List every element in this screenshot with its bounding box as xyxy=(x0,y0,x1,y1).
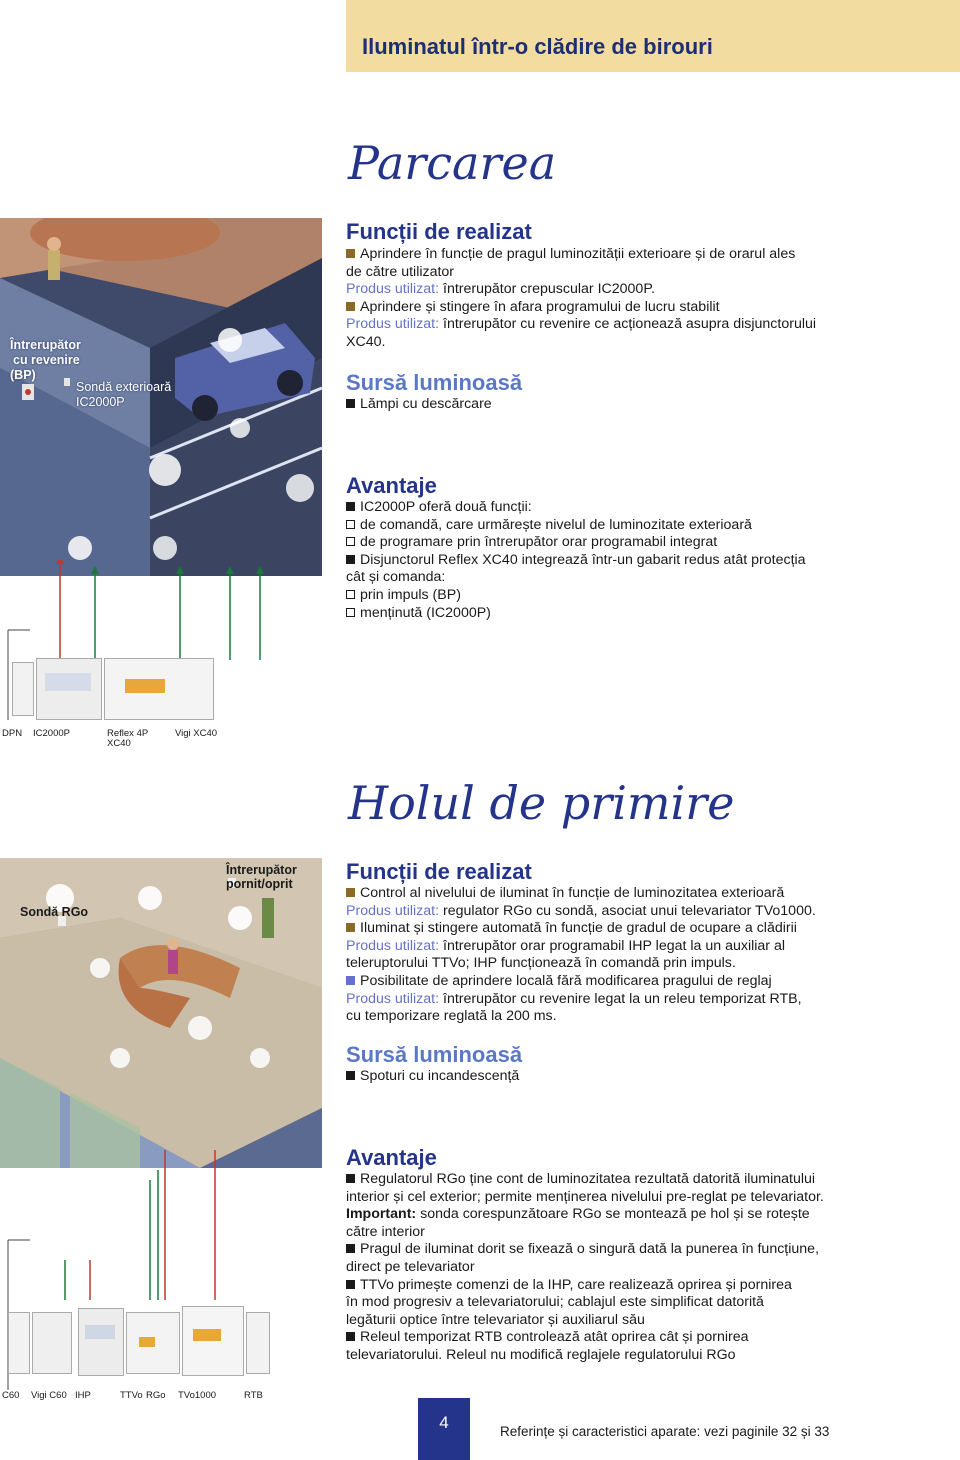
parking-devices xyxy=(12,658,212,720)
text: Aprindere în funcție de pragul luminozității exterioare și de orarul ales xyxy=(360,246,796,262)
text: direct pe televariator xyxy=(346,1258,475,1275)
text: Aprindere și stingere în afara programului de lucru stabilit xyxy=(360,298,720,315)
device-label-vigi: Vigi XC40 xyxy=(175,728,218,739)
text: menținută (IC2000P) xyxy=(360,604,491,621)
important-line xyxy=(346,1206,946,1224)
text: Iluminat și stingere automată în funcție de gradul de ocupare a clădirii xyxy=(360,920,797,937)
lobby-advantages-heading: Avantaje xyxy=(346,1145,437,1170)
parking-source-item xyxy=(346,396,492,414)
list-item xyxy=(346,299,946,317)
list-item xyxy=(346,517,946,535)
device-label-rgo: RGo xyxy=(146,1390,166,1401)
parking-source-heading: Sursă luminoasă xyxy=(346,370,523,395)
text: Control al nivelului de iluminat în funcție de luminozitatea exterioară xyxy=(360,885,785,901)
footer-reference: Referințe și caracteristici aparate: vezi paginile 32 și 33 xyxy=(500,1424,830,1439)
text: prin impuls (BP) xyxy=(360,586,461,603)
parking-advantages-list xyxy=(346,499,946,622)
list-item xyxy=(346,973,946,991)
lobby-advantages-list xyxy=(346,1171,946,1365)
bullet-icon xyxy=(346,1280,355,1289)
text: Posibilitate de aprindere locală fără modificarea pragului de reglaj xyxy=(360,972,772,989)
text: Spoturi cu incandescență xyxy=(360,1068,520,1084)
bullet-icon xyxy=(346,399,355,408)
parking-advantages-heading: Avantaje xyxy=(346,473,437,498)
bullet-icon xyxy=(346,249,355,258)
bullet-icon xyxy=(346,1071,355,1080)
caption-line: Sondă exterioară xyxy=(76,380,172,394)
product-value: întrerupător cu revenire ce acționează asupra disjunctorului xyxy=(443,316,817,333)
text: XC40. xyxy=(346,333,386,350)
text: TTVo primește comenzi de la IHP, care realizează oprirea și pornirea xyxy=(360,1276,792,1293)
list-item xyxy=(346,920,946,938)
bullet-icon xyxy=(346,537,355,546)
text: teleruptorului TTVo; IHP funcționează în comandă prin impuls. xyxy=(346,955,736,972)
caption-line: pornit/oprit xyxy=(226,877,293,891)
product-label: Produs utilizat: xyxy=(346,990,440,1007)
bullet-icon xyxy=(346,502,355,511)
list-item xyxy=(346,246,946,264)
important-label: Important: xyxy=(346,1206,417,1223)
list-item xyxy=(346,499,946,517)
parking-switch-caption xyxy=(10,338,81,383)
list-item xyxy=(346,1329,946,1347)
text: de către utilizator xyxy=(346,263,455,280)
product-line xyxy=(346,316,946,334)
lobby-switch-caption xyxy=(226,863,297,891)
lobby-functions-list xyxy=(346,885,946,1026)
text: către interior xyxy=(346,1223,425,1240)
bullet-icon xyxy=(346,1244,355,1253)
lobby-sensor-caption: Sondă RGo xyxy=(20,905,89,919)
bullet-icon xyxy=(346,923,355,932)
device-label-dpn: DPN xyxy=(2,728,23,739)
text: sonda corespunzătoare RGo se montează pe hol și se rotește xyxy=(416,1206,810,1223)
bullet-icon xyxy=(346,1332,355,1341)
product-line xyxy=(346,938,946,956)
product-label: Produs utilizat: xyxy=(346,902,440,919)
product-value: întrerupător crepuscular IC2000P. xyxy=(443,281,655,298)
product-line xyxy=(346,991,946,1009)
list-item xyxy=(346,1277,946,1295)
text: cât și comanda: xyxy=(346,569,446,586)
bullet-icon xyxy=(346,608,355,617)
text: Releul temporizat RTB controlează atât oprirea cât și pornirea xyxy=(360,1329,749,1346)
bullet-icon xyxy=(346,1174,355,1183)
text: cu temporizare reglată la 200 ms. xyxy=(346,1008,557,1025)
lobby-devices xyxy=(8,1302,270,1382)
text: televariatorului. Releul nu modifică reglajele regulatorului RGo xyxy=(346,1346,736,1363)
bullet-icon xyxy=(346,555,355,564)
dpn-device xyxy=(12,662,34,716)
text: IC2000P oferă două funcții: xyxy=(360,499,532,515)
device-label-ttvo: TTVo xyxy=(120,1390,143,1401)
list-item xyxy=(346,587,946,605)
vigi-c60-device xyxy=(32,1312,72,1374)
ttvo-rgo-device xyxy=(126,1312,180,1374)
product-label: Produs utilizat: xyxy=(346,937,440,954)
parking-sensor-caption xyxy=(76,380,171,410)
device-label-c60: C60 xyxy=(2,1390,20,1401)
page-header-title: Iluminatul într-o clădire de birouri xyxy=(362,34,713,59)
bullet-icon xyxy=(346,888,355,897)
list-item xyxy=(346,534,946,552)
bullet-icon xyxy=(346,520,355,529)
caption-line: cu revenire xyxy=(13,353,80,367)
ic2000p-device xyxy=(36,658,102,720)
parking-functions-list xyxy=(346,246,946,352)
page-number: 4 xyxy=(439,1413,449,1432)
lobby-source-heading: Sursă luminoasă xyxy=(346,1042,523,1067)
parking-title: Parcarea xyxy=(348,136,557,190)
text: interior și cel exterior; permite menținerea nivelului pre-reglat pe televariator. xyxy=(346,1188,824,1205)
device-label-ihp: IHP xyxy=(75,1390,91,1401)
list-item xyxy=(346,1241,946,1259)
device-label-tvo1000: TVo1000 xyxy=(178,1390,217,1401)
device-label-xc40: XC40 xyxy=(107,738,131,749)
list-item xyxy=(346,885,946,903)
device-label-vigi-c60: Vigi C60 xyxy=(31,1390,67,1401)
ihp-device xyxy=(78,1308,124,1376)
product-value: întrerupător cu revenire legat la un releu temporizat RTB, xyxy=(443,990,802,1007)
text: în mod progresiv a televariatorului; cablajul este simplificat datorită xyxy=(346,1294,764,1311)
product-label: Produs utilizat: xyxy=(346,316,440,333)
text: Regulatorul RGo ține cont de luminozitatea rezultată datorită iluminatului xyxy=(360,1171,816,1187)
text: de programare prin întrerupător orar programabil integrat xyxy=(360,534,718,551)
list-item xyxy=(346,1171,946,1189)
bullet-icon xyxy=(346,590,355,599)
rtb-device xyxy=(246,1312,270,1374)
product-value: întrerupător orar programabil IHP legat la un auxiliar al xyxy=(443,937,786,954)
list-item xyxy=(346,605,946,623)
caption-line: Întrerupător xyxy=(10,338,81,352)
c60-device xyxy=(8,1312,30,1374)
device-label-reflex: Reflex 4P xyxy=(107,728,149,739)
lobby-functions-heading: Funcții de realizat xyxy=(346,859,532,884)
caption-line: Întrerupător xyxy=(226,863,297,877)
caption-line: (BP) xyxy=(10,368,36,382)
text: Disjunctorul Reflex XC40 integrează într-un gabarit redus atât protecția xyxy=(360,551,806,568)
tvo1000-device xyxy=(182,1306,244,1376)
product-label: Produs utilizat: xyxy=(346,281,440,298)
text: Pragul de iluminat dorit se fixează o singură dată la punerea în funcțiune, xyxy=(360,1241,820,1258)
bullet-icon xyxy=(346,976,355,985)
bullet-icon xyxy=(346,302,355,311)
product-line xyxy=(346,903,946,921)
lobby-source-item xyxy=(346,1068,519,1086)
parking-functions-heading: Funcții de realizat xyxy=(346,219,532,244)
device-label-rtb: RTB xyxy=(244,1390,263,1401)
list-item xyxy=(346,552,946,570)
product-line xyxy=(346,281,946,299)
text: de comandă, care urmărește nivelul de luminozitate exterioară xyxy=(360,516,752,533)
product-value: regulator RGo cu sondă, asociat unui televariator TVo1000. xyxy=(443,902,816,919)
caption-line: IC2000P xyxy=(76,395,125,409)
device-label-ic2000p: IC2000P xyxy=(33,728,70,739)
lobby-title: Holul de primire xyxy=(348,776,735,830)
reflex-xc40-device xyxy=(104,658,214,720)
text: Lămpi cu descărcare xyxy=(360,396,492,412)
text: legăturii optice între televariator și auxiliarul său xyxy=(346,1311,645,1328)
